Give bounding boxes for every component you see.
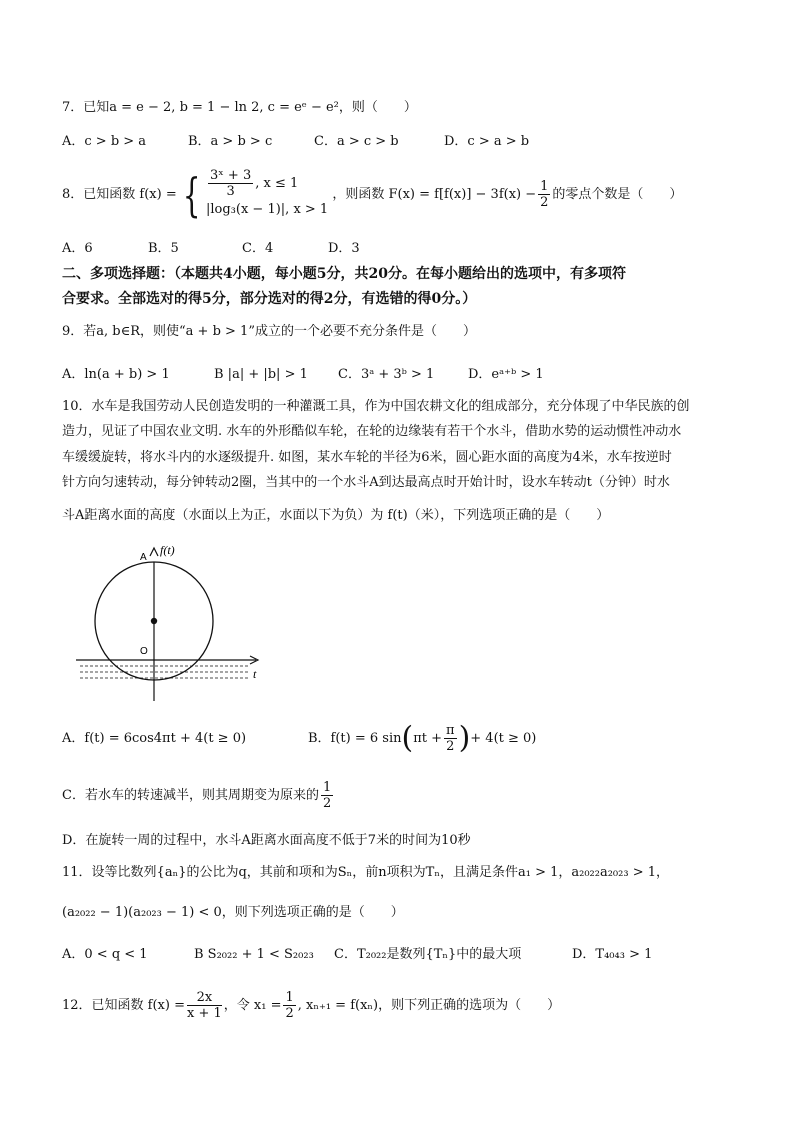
t-axis-label: t [253, 667, 257, 681]
point-a-label: A [140, 552, 147, 563]
q9-stem: 9．若a, b∈R，则使“a + b > 1”成立的一个必要不充分条件是（ ） [62, 324, 476, 339]
q12-stem: 12．已知函数 f(x) = $\frac{2x}{x + 1}$ ，令 x₁ = $\frac{1}{2}$ , xₙ₊₁ = f(xₙ)，则下列正确的选项为（ ） [62, 990, 561, 1021]
q7-option-c: C．a > c > b [314, 134, 399, 149]
q9-option-a: A．ln(a + b) > 1 [62, 367, 170, 382]
q7-options [62, 133, 529, 151]
q9-option-d: D．eᵃ⁺ᵇ > 1 [468, 367, 544, 382]
q9-option-b: B |a| + |b| > 1 [214, 367, 308, 382]
q8-mid: ，则函数 F(x) = f[f(x)] − 3f(x) − [332, 187, 537, 202]
q8-option-c: C．4 [242, 241, 274, 256]
q11-line1: 11．设等比数列{aₙ}的公比为q，其前和项和为Sₙ，前n项积为Tₙ，且满足条件a₁ > 1，a₂₀₂₂a₂₀₂₃ > 1， [62, 865, 669, 880]
q10-option-a: A．f(t) = 6cos4πt + 4(t ≥ 0) [62, 731, 247, 746]
q12-function-fraction: $\frac{2x}{x + 1}$ [187, 990, 222, 1021]
q10-line2: 造力，见证了中国农业文明. 水车的外形酷似车轮，在轮的边缘装有若干个水斗，借助水势的运动惯性冲动水 [62, 424, 682, 439]
q8-option-b: B．5 [148, 241, 179, 256]
q7-stem: 7．已知a = e − 2, b = 1 − ln 2, c = eᵉ − e²，则（ ） [62, 100, 417, 115]
q11-option-d: D．T₄₀₄₃ > 1 [572, 947, 653, 962]
q7-option-b: B．a > b > c [188, 134, 273, 149]
q10-options-ab [62, 720, 537, 756]
q8-half-fraction: $\frac{1}{2}$ [540, 179, 549, 210]
q8-suffix: 的零点个数是（ ） [552, 187, 683, 202]
q8-options [62, 240, 360, 258]
q9-options [62, 366, 544, 384]
q11-options [62, 946, 652, 964]
q11-line2: (a₂₀₂₂ − 1)(a₂₀₂₃ − 1) < 0，则下列选项正确的是（ ） [62, 905, 404, 920]
q10-line4: 针方向匀速转动，每分钟转动2圈，当其中的一个水斗A到达最高点时开始计时，设水车转动t（分钟）时水 [62, 475, 670, 490]
q11-option-c: C．T₂₀₂₂是数列{Tₙ}中的最大项 [334, 947, 522, 962]
q10-option-d: D．在旋转一周的过程中，水斗A距离水面高度不低于7米的时间为10秒 [62, 833, 471, 848]
section-heading-line1: 二、多项选择题：（本题共4小题，每小题5分，共20分。在每小题给出的选项中，有多项符 [62, 266, 626, 282]
ft-axis-label: f(t) [160, 543, 175, 557]
q11-option-a: A．0 < q < 1 [62, 947, 148, 962]
q9-option-c: C．3ᵃ + 3ᵇ > 1 [338, 367, 435, 382]
wheel-center-dot [151, 618, 157, 624]
q8-piecewise: $\frac{\text{3ˣ + 3}}{3}$ , x ≤ 1 |log₃(x − 1)|, x > 1 [206, 168, 329, 217]
vertical-axis-arrow [150, 548, 158, 556]
q10-line5: 斗A距离水面的高度（水面以上为正，水面以下为负）为 f(t)（米），下列选项正确的是（ ） [62, 508, 610, 523]
q10-line1: 10．水车是我国劳动人民创造发明的一种灌溉工具，作为中国农耕文化的组成部分，充分体现了中华民族的创 [62, 399, 690, 414]
piecewise-brace: { [182, 167, 201, 222]
q7-option-a: A．c > b > a [62, 134, 147, 149]
water-wheel-figure [70, 536, 270, 706]
q7-option-d: D．c > a > b [444, 134, 530, 149]
q8-option-d: D．3 [328, 241, 360, 256]
q8-case1-fraction: $\frac{\text{3ˣ + 3}}{3}$ [210, 168, 252, 199]
q8-option-a: A．6 [62, 241, 93, 256]
q10-option-b: B．f(t) = 6 sin(πt + $\frac{\pi}{2}$ )+ 4(t ≥ 0) [308, 720, 537, 756]
q10-line3: 车缓缓旋转，将水斗内的水逐级提升. 如图，某水车轮的半径为6米，圆心距水面的高度为4米，水车按逆时 [62, 450, 672, 465]
q12-half-fraction: $\frac{1}{2}$ [285, 990, 294, 1021]
origin-label: O [140, 646, 148, 657]
q8-stem [62, 165, 682, 225]
section-heading-line2: 合要求。全部选对的得5分，部分选对的得2分，有选错的得0分。） [62, 291, 477, 307]
q8-prefix: 8．已知函数 f(x) = [62, 187, 177, 202]
q11-option-b: B S₂₀₂₂ + 1 < S₂₀₂₃ [194, 947, 314, 962]
q10-option-c: C．若水车的转速减半，则其周期变为原来的 $\frac{1}{2}$ [62, 780, 332, 811]
